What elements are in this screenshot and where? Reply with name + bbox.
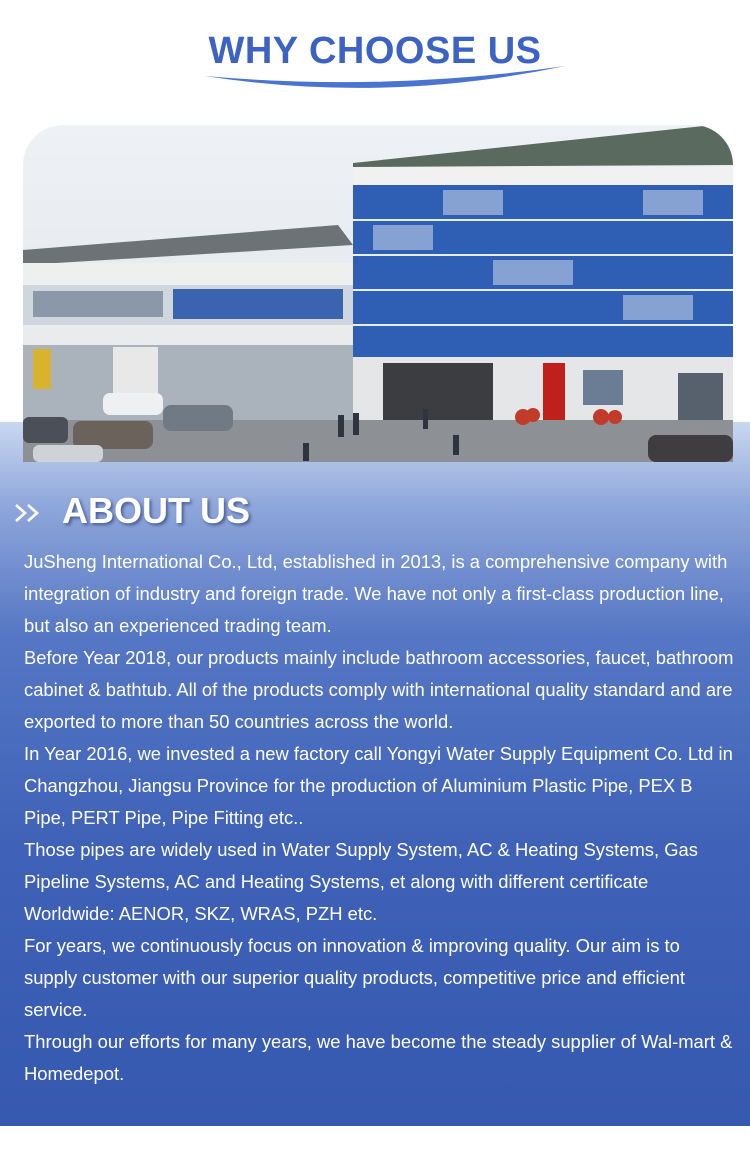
about-paragraph: For years, we continuously focus on innovation & improving quality. Our aim is to supply customer with our superior quality products, competitive price and efficient service. — [24, 935, 686, 1020]
about-title: ABOUT US — [62, 490, 250, 531]
about-body — [24, 546, 736, 1090]
about-paragraph: Through our efforts for many years, we have become the steady supplier of Wal-mart & Homedepot. — [24, 1031, 733, 1084]
about-paragraph: Before Year 2018, our products mainly include bathroom accessories, faucet, bathroom cabinet & bathtub. All of the products comply with international quality standard and are exported to more than 50 countries across the world. — [24, 647, 734, 732]
about-paragraph: Those pipes are widely used in Water Supply System, AC & Heating Systems, Gas Pipeline Systems, AC and Heating Systems, et along with different certificate Worldwide: AENOR, SKZ, WRAS, PZH etc. — [24, 839, 698, 924]
about-header — [0, 488, 750, 538]
page-title: WHY CHOOSE US — [208, 30, 542, 72]
bottom-margin — [0, 1126, 750, 1152]
title-underline-swoosh — [200, 66, 570, 96]
double-chevron-right-icon — [14, 502, 44, 524]
section-header — [0, 0, 750, 110]
about-paragraph: In Year 2016, we invested a new factory call Yongyi Water Supply Equipment Co. Ltd in Changzhou, Jiangsu Province for the production of Aluminium Plastic Pipe, PEX B Pipe, PERT Pipe, Pipe Fitting etc.. — [24, 743, 733, 828]
factory-photo — [23, 125, 733, 462]
about-paragraph: JuSheng International Co., Ltd, established in 2013, is a comprehensive company with integration of industry and foreign trade. We have not only a first-class production line, but also an experienced trading team. — [24, 551, 728, 636]
